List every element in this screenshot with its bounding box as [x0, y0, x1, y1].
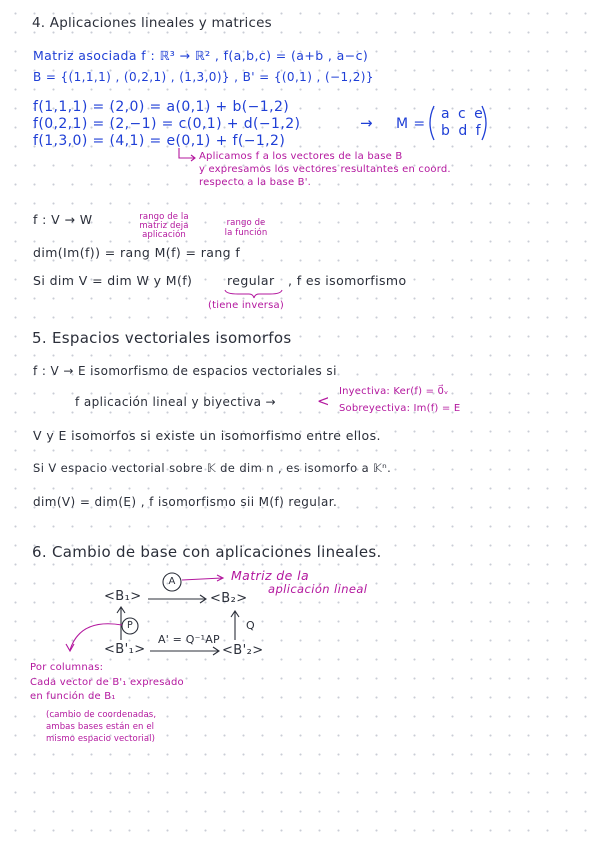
note-line-1: Aplicamos f a los vectores de la base B — [199, 151, 403, 162]
tiene-inversa: (tiene inversa) — [208, 300, 284, 311]
f-v-w: f : V → W — [33, 212, 93, 227]
note-line-2: y expresamos los vectores resultantes en coord. — [199, 164, 451, 175]
iso-condition-b: , f es isomorfismo — [288, 273, 407, 288]
change-formula: A' = Q⁻¹AP — [158, 633, 220, 646]
bases-line: B = {(1,1,1) , (0,2,1) , (1,3,0)} , B' = {(0,1) , (−1,2)} — [33, 70, 374, 84]
basis-b1-prime: <B'₁> — [104, 642, 146, 657]
inyectiva-def: Inyectiva: Ker(f) = 0⃗ᵥ — [339, 386, 449, 397]
eq-2: f(0,2,1) = (2,−1) = c(0,1) + d(−1,2) — [33, 116, 301, 132]
rango-matriz-3: aplicación — [142, 230, 186, 240]
rango-matriz-1: rango de la — [139, 212, 189, 222]
label-A: A — [168, 576, 176, 587]
assoc-matrix-line: Matriz asociada f : ℝ³ → ℝ² , f(a,b,c) = (a+b , a−c) — [33, 48, 369, 63]
label-Q: Q — [246, 619, 255, 632]
split-brace: < — [317, 392, 330, 410]
basis-b1: <B₁> — [104, 589, 142, 604]
rango-funcion-1: rango de — [226, 218, 266, 228]
matrix-label: M = — [396, 116, 426, 132]
lineal-biyectiva: f aplicación lineal y biyectiva → — [75, 395, 276, 409]
dim-im-line: dim(Im(f)) = rang M(f) = rang f — [33, 245, 241, 260]
cambio-coord-2: ambas bases están en el — [46, 722, 155, 732]
eq-1: f(1,1,1) = (2,0) = a(0,1) + b(−1,2) — [33, 99, 290, 115]
iso-def-line: f : V → E isomorfismo de espacios vectoriales si — [33, 364, 337, 378]
matrix-row-1: a c e — [441, 106, 485, 122]
basis-b2: <B₂> — [210, 591, 248, 606]
en-funcion: en función de B₁ — [30, 691, 116, 702]
rango-funcion-2: la función — [224, 228, 268, 238]
matrix-row-2: b d f — [441, 123, 483, 139]
rango-matriz-2: matriz deja — [139, 221, 189, 231]
dim-line: dim(V) = dim(E) , f isomorfismo sii M(f) regular. — [33, 495, 338, 509]
cambio-coord-3: mismo espacio vectorial) — [46, 734, 156, 744]
sobreyectiva-def: Sobreyectiva: Im(f) = E — [339, 403, 461, 414]
matriz-aplicacion-1: Matriz de la — [231, 568, 310, 583]
matriz-aplicacion-2: aplicación lineal — [268, 582, 368, 596]
isomorfos-line: V y E isomorfos si existe un isomorfismo entre ellos. — [33, 428, 381, 443]
eq-3: f(1,3,0) = (4,1) = e(0,1) + f(−1,2) — [33, 133, 286, 149]
section-6-title: 6. Cambio de base con aplicaciones lineales. — [32, 543, 382, 561]
por-columnas: Por columnas: — [30, 662, 104, 673]
note-line-3: respecto a la base B'. — [199, 177, 312, 188]
kn-line: Si V espacio vectorial sobre 𝕂 de dim n , es isomorfo a 𝕂ⁿ. — [33, 461, 392, 475]
regular-word: regular — [227, 273, 275, 288]
section-5-title: 5. Espacios vectoriales isomorfos — [32, 329, 292, 347]
implies-arrow: → — [360, 114, 373, 132]
cada-vector: Cada vector de B'₁ expresado — [30, 677, 184, 688]
section-4-title: 4. Aplicaciones lineales y matrices — [32, 15, 272, 31]
basis-b2-prime: <B'₂> — [222, 643, 264, 658]
cambio-coord-1: (cambio de coordenadas, — [46, 710, 157, 720]
label-P: P — [127, 620, 133, 631]
iso-condition-a: Si dim V = dim W y M(f) — [33, 273, 193, 288]
